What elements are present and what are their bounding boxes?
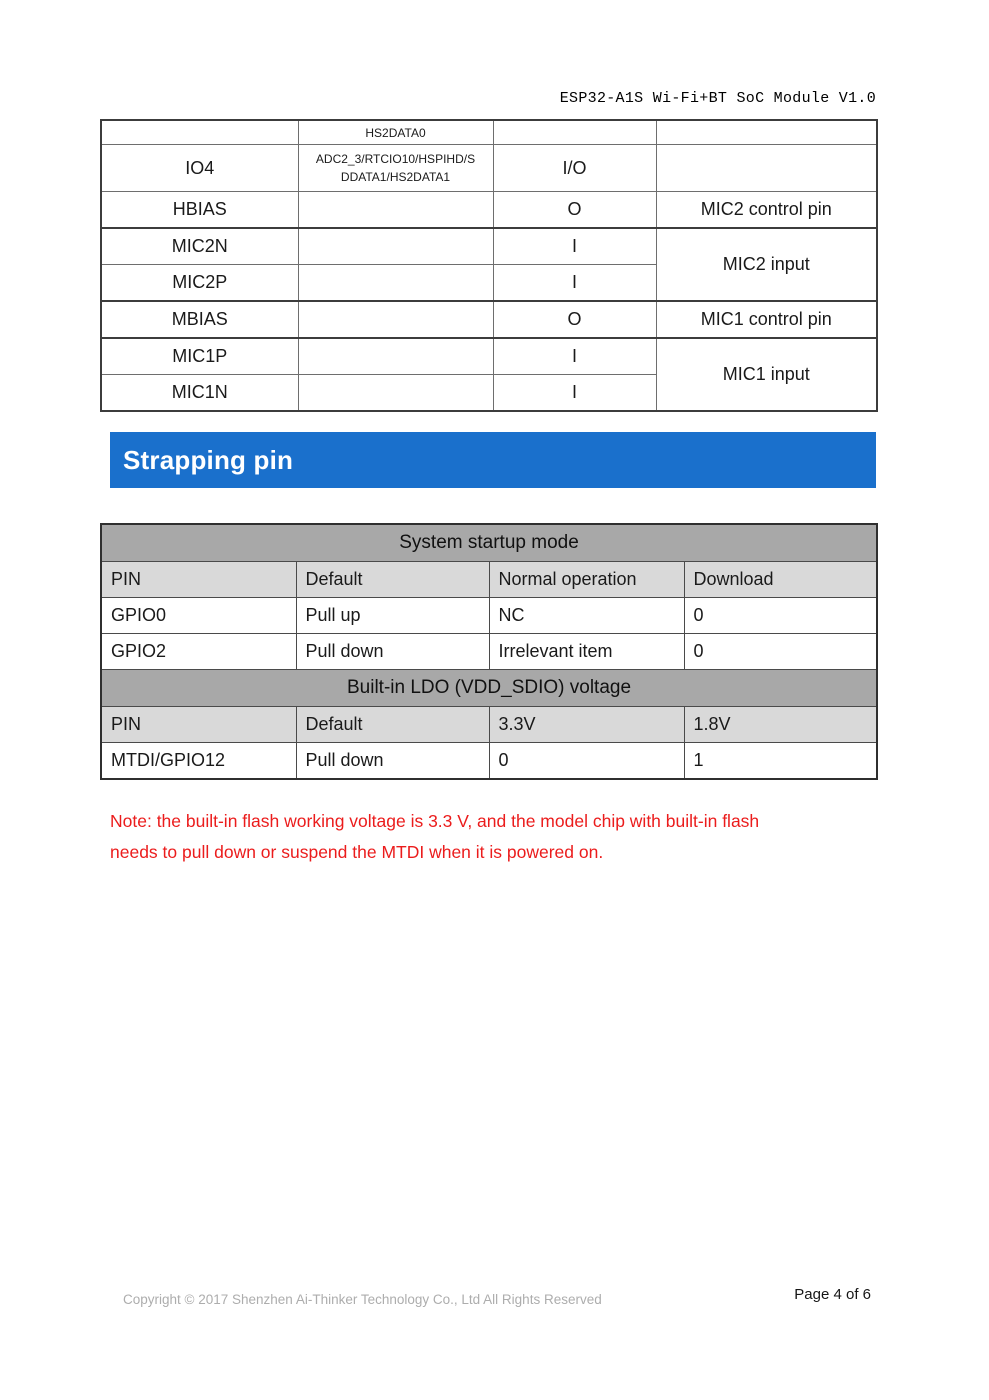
table-row <box>101 145 877 192</box>
pin-cell: MTDI/GPIO12 <box>101 743 296 780</box>
function-cell <box>298 301 493 338</box>
doc-header-title: ESP32-A1S Wi-Fi+BT SoC Module V1.0 <box>559 90 876 107</box>
page-number: Page 4 of 6 <box>794 1286 871 1303</box>
function-cell <box>298 375 493 412</box>
table-row <box>101 743 877 780</box>
type-cell: O <box>493 301 656 338</box>
function-cell <box>298 228 493 265</box>
type-cell: I <box>493 338 656 375</box>
type-cell <box>493 120 656 145</box>
type-cell: I <box>493 375 656 412</box>
column-header-row <box>101 707 877 743</box>
function-cell <box>298 192 493 229</box>
description-cell <box>656 145 877 192</box>
default-cell: Pull down <box>296 634 489 670</box>
column-header: Normal operation <box>489 562 684 598</box>
section-header-row <box>101 670 877 707</box>
note-text <box>110 806 860 868</box>
table-row <box>101 338 877 375</box>
pin-cell: MIC2P <box>101 265 298 302</box>
type-cell: I/O <box>493 145 656 192</box>
note-line-2: needs to pull down or suspend the MTDI when it is powered on. <box>110 842 604 862</box>
default-cell: Pull down <box>296 743 489 780</box>
section-header-ldo-voltage: Built-in LDO (VDD_SDIO) voltage <box>101 670 877 707</box>
normal-operation-cell: NC <box>489 598 684 634</box>
pin-function-table <box>100 119 878 412</box>
function-cell <box>298 145 493 192</box>
description-cell: MIC1 control pin <box>656 301 877 338</box>
section-banner-strapping-pin <box>110 432 876 488</box>
table-row <box>101 634 877 670</box>
pin-cell: MIC1P <box>101 338 298 375</box>
column-header: Default <box>296 562 489 598</box>
table-row <box>101 192 877 229</box>
function-cell <box>298 265 493 302</box>
function-line2: DDATA1/HS2DATA1 <box>340 170 451 184</box>
table-row <box>101 598 877 634</box>
type-cell: O <box>493 192 656 229</box>
section-header-row <box>101 524 877 562</box>
download-cell: 0 <box>684 634 877 670</box>
pin-cell: MBIAS <box>101 301 298 338</box>
function-cell: HS2DATA0 <box>298 120 493 145</box>
function-line1: ADC2_3/RTCIO10/HSPIHD/S <box>315 152 476 166</box>
description-cell <box>656 120 877 145</box>
column-header: 3.3V <box>489 707 684 743</box>
column-header: Download <box>684 562 877 598</box>
table-row <box>101 301 877 338</box>
pin-cell: HBIAS <box>101 192 298 229</box>
function-cell <box>298 338 493 375</box>
table-row <box>101 228 877 265</box>
column-header: Default <box>296 707 489 743</box>
pin-cell: GPIO0 <box>101 598 296 634</box>
column-header: PIN <box>101 562 296 598</box>
footer-copyright: Copyright © 2017 Shenzhen Ai-Thinker Technology Co., Ltd All Rights Reserved <box>123 1292 602 1307</box>
pin-cell: MIC1N <box>101 375 298 412</box>
pin-cell: IO4 <box>101 145 298 192</box>
section-title: Strapping pin <box>123 444 294 475</box>
default-cell: Pull up <box>296 598 489 634</box>
section-header-system-startup: System startup mode <box>101 524 877 562</box>
voltage-18-cell: 1 <box>684 743 877 780</box>
pin-cell: MIC2N <box>101 228 298 265</box>
note-line-1: Note: the built-in flash working voltage is 3.3 V, and the model chip with built-in flash <box>110 811 760 831</box>
column-header: 1.8V <box>684 707 877 743</box>
pin-cell: GPIO2 <box>101 634 296 670</box>
voltage-33-cell: 0 <box>489 743 684 780</box>
description-cell-merged: MIC1 input <box>656 338 877 411</box>
column-header: PIN <box>101 707 296 743</box>
download-cell: 0 <box>684 598 877 634</box>
pin-cell <box>101 120 298 145</box>
pin-table-partial-row <box>101 120 877 145</box>
strapping-pin-table <box>100 523 878 780</box>
type-cell: I <box>493 228 656 265</box>
description-cell-merged: MIC2 input <box>656 228 877 301</box>
description-cell: MIC2 control pin <box>656 192 877 229</box>
normal-operation-cell: Irrelevant item <box>489 634 684 670</box>
column-header-row <box>101 562 877 598</box>
type-cell: I <box>493 265 656 302</box>
